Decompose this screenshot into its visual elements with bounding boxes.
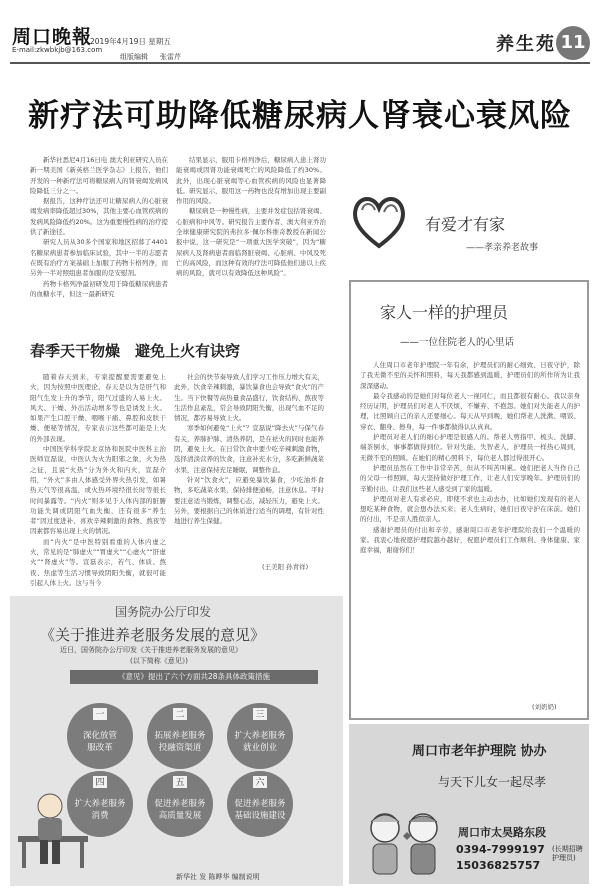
sidebar-story-title: 家人一样的护理员 [380, 303, 509, 322]
paragraph: 糖尿病是一种慢性病，主要并发症包括肾衰竭、心脏病和中风等。研究报告主要作者、澳大利亚乔治全球健康研究院的弗拉多·佩尔科维奇教授在新闻公报中说，这一研究是“一项重大医学突破”，因为“糖尿病人及肾病患者面临肾脏衰竭、心脏病、中风及死亡的高风险，而这种有效的疗法可降低他们患以上疾病的风险，就可以有效降低这种风险”。 [176, 207, 326, 278]
paragraph: 中国医学科学院北京协和医院中医科主治医师宣磊说，中医认为火为阳邪之象，火为热之征，且说“火热”分为外火和内火，宣磊介绍，“外火”多由人体感受外界火热引发，如暑热天气等很高温，或火热环境经很长时等很长时间暴露等。“内火”则多见于人体内部的脏腑功能失调或阴阳气血失衡，还有很多“养生者”因过度进补、喜欢辛辣刺激的食物、熬夜等因素都容易出现上火的情况。 [30, 445, 166, 536]
article1-column-1 [30, 155, 168, 325]
masthead-divider [10, 62, 590, 64]
policy-item-line1: 拓展养老服务 [154, 731, 206, 741]
policy-item-line1: 扩大养老服务 [74, 799, 126, 809]
section-title: 养生苑 [496, 34, 556, 55]
paragraph: 据报告，这种疗法还可让糖尿病人的心脏衰竭发病率降低超过30%，其他主要心血管疾病的发病风险降低约20%。这为重要慢性病的治疗提供了新途径。 [30, 197, 168, 237]
policy-item-num: 四 [95, 778, 105, 788]
article2-byline: (王美阳 孙青祥) [262, 563, 309, 571]
sidebar-tag: 有爱才有家 [425, 215, 506, 234]
policy-item-line1: 促进养老服务 [154, 799, 206, 809]
policy-item [67, 703, 133, 769]
policy-item-line2: 高质量发展 [158, 811, 202, 821]
policy-item-num: 一 [95, 710, 105, 720]
paragraph: 寒季如何避免“上火”？宣磊说“降去火”与保气春有关，养肺护肺、清热养阴，是在祛火的同时也能养阴，避免上火。在日常饮食中要少吃辛辣刺激食物，选择清淡营养的饮食，注意补充水分，多吃新鲜蔬菜水果，注意保持充足睡眠，调整作息。 [174, 424, 324, 474]
article2-headline: 春季天干物燥 避免上火有诀窍 [30, 342, 241, 360]
sidebar-tag-subtitle: ——孝亲养老故事 [466, 243, 539, 253]
policy-summary-bar: 《意见》提出了六个方面共28条具体政策措施 [70, 670, 318, 684]
policy-item-line2: 服改革 [87, 743, 113, 753]
paragraph: 护理员虽然在工作中非常辛苦，但从不叫苦叫累。她们把老人当作自己的父母一样照顾，每天坚持做好护理工作，让老人们安享晚年。护理员们的辛勤付出，让我们这些老人感受到了家的温暖。 [360, 463, 580, 493]
sidebar-story-subtitle: ——一位住院老人的心里话 [400, 337, 515, 348]
policy-item-line2: 消费 [91, 811, 109, 821]
newspaper-logo: 周口晚報 [12, 26, 93, 48]
paragraph: 而“内火”是中医特别看重的人体内虚之火，常见的是“肺虚火”“胃虚火”“心虚火”“肝虚火”“肾虚火”等。宣磊表示，若气、体质、熬夜、焦虑等生活习惯导致阴阳失衡，就很可能引起人体上火。这与当今 [30, 537, 166, 587]
paragraph: 护理员对老人们的细心护理是很感人的。帮老人剪指甲、梳头、洗脚、端茶倒水，事事都做得到位。针对失能、失智老人，护理员一样热心周到，无微不至的照顾。在她们的精心照料下，每位老人都过得很开心。 [360, 433, 580, 462]
policy-item-line2: 投融资渠道 [158, 743, 202, 753]
sponsor-phone-2: 15036825757 [456, 859, 541, 872]
policy-lead: 近日，国务院办公厅印发《关于推进养老服务发展的意见》 [60, 646, 242, 654]
policy-item-line1: 促进养老服务 [234, 799, 286, 809]
policy-item-num: 五 [175, 778, 185, 788]
policy-title: 《关于推进养老服务发展的意见》 [40, 626, 266, 644]
sidebar-signature: (刘奶奶) [532, 703, 557, 711]
sponsor-title: 周口市老年护理院 协办 [412, 744, 547, 759]
sidebar-story-text [360, 360, 580, 700]
paragraph: 感谢护理员的付出和辛劳，感谢周口市老年护理院给我们一个温暖的家。我衷心地祝愿护理院越办越好，祝愿护理员们工作顺利、身体健康、家庭幸福，谢谢你们！ [360, 525, 580, 555]
policy-item-line1: 扩大养老服务 [234, 731, 286, 741]
policy-item [147, 771, 213, 837]
article2-column-1 [30, 372, 166, 587]
paragraph: 随着春天到来，专家提醒要需要避免上火，因为按照中医理论，春天是以为是肝气和阳气生发上升的季节，阳气过盛的人易上火。风大、干燥、外出活动增多等也是诱发上火。如果产生口腔干燥、咽喉干痛、鼻腔和皮肤干燥、便秘等情况，专家表示这些都可能是上火的外部表现。 [30, 373, 166, 443]
sponsor-recruit-note: (长期招聘护理员) [552, 845, 583, 862]
sponsor-address: 周口市太昊路东段 [458, 826, 546, 839]
policy-item [67, 771, 133, 837]
paragraph: 人住周口市老年护理院一年有余，护理员们的耐心细致、日夜守护，除了我无微不至的关怀和照料，每天我都感到温暖，护理员们的所作所为让我深深感动。 [360, 361, 580, 390]
article2-column-2 [174, 372, 324, 560]
heart-ornament-icon [350, 188, 408, 252]
masthead [0, 0, 600, 62]
policy-item-num: 二 [175, 710, 185, 720]
paragraph: 最令我感动的是她们对每位老人一视同仁，而且都很有耐心。我以亲身经历证明，护理员们对老人不厌烦、不嫌弃、不抱怨。她们对失能老人的护理，比照顾自己的亲人还要细心。每天从早到晚，她们帮老人洗漱、喂饭、穿衣、翻身、擦身，每一件事都做得认认真真。 [360, 391, 580, 431]
policy-item-num: 六 [255, 778, 265, 788]
article1-column-2 [176, 155, 326, 325]
policy-item [227, 771, 293, 837]
issue-date: 2019年4月19日 星期五 [90, 37, 171, 46]
paragraph: 结果显示，服用卡格列净后，糖尿病人患上肾功能衰竭或因肾功能衰竭死亡的风险降低了约30%。此外，出现心脏衰竭等心血管疾病的风险也显著降低。研究显示，服用这一药物也没有增加出现主要副作用的风险。 [176, 156, 326, 206]
editor-label: 组版编辑 [120, 53, 148, 61]
contact-email: E-mail:zkwbkjb@163.com [12, 46, 103, 54]
policy-item-line2: 基础设施建设 [234, 811, 286, 821]
policy-item [227, 703, 293, 769]
paragraph: 新华社悉尼4月16日电 澳大利亚研究人员在新一期美国《新英格兰医学杂志》上报告，他们开发的一种新疗法可将糖尿病人的肾衰竭发病风险降低三分之一。 [30, 156, 168, 195]
paragraph: 研究人员从30多个国家和地区招募了4401名糖尿病患者参加临床试验，其中一半的志愿者在既有治疗方案基础上加服了药物卡格列净，而另外一半对照组患者加服的是安慰剂。 [30, 238, 168, 278]
policy-footer: 新华社 发 陈晔华 编制说明 [176, 873, 260, 881]
paragraph: 针对“饮食火”，应避免暴饮暴食，少吃油炸食物，多吃蔬菜水果，保持排便通畅，注意休息。平时要注意适当锻炼，调整心态，减轻压力，避免上火。另外，要根据自己的体质进行适当的调理，有针对性地进行养生保健。 [174, 475, 324, 526]
policy-item-line1: 深化放管 [82, 731, 118, 741]
main-headline: 新疗法可助降低糖尿病人肾衰心衰风险 [28, 98, 572, 134]
paragraph: 药物卡格列净最初研发用于降低糖尿病患者的血糖水平，但这一最新研究 [30, 279, 168, 298]
policy-item [147, 703, 213, 769]
editor-name: 张雷芹 [160, 53, 181, 61]
policy-item-num: 三 [255, 710, 265, 720]
page-number-badge: 11 [556, 26, 590, 60]
elderly-couple-illustration-icon [355, 800, 455, 880]
policy-issuer: 国务院办公厅印发 [115, 605, 212, 619]
policy-lead-note: (以下简称《意见》) [130, 657, 188, 665]
policy-items-graphic [10, 686, 343, 886]
paragraph: 社会的快节奏导致人们学习工作压力增大有关，此外，饮食辛辣刺激，暴饮暴食也会导致“食火”的产生。当下快餐等高热量食品盛行，饮食结构、熬夜等生活作息紊乱，常会导致阴阳失衡，出现气血不足的情况，都容易导致上火。 [174, 373, 324, 423]
paragraph: 护理员对老人有求必应，即使不求也主动去办，比如她们发现有的老人想吃某种食物，就会想办法买来；老人生病时，她们日夜守护在床前。她们的付出，不是亲人胜似亲人。 [360, 494, 580, 524]
sponsor-slogan: 与天下儿女一起尽孝 [438, 775, 547, 789]
sponsor-phone-1: 0394-7999197 [456, 843, 545, 856]
policy-item-line2: 就业创业 [242, 743, 278, 753]
